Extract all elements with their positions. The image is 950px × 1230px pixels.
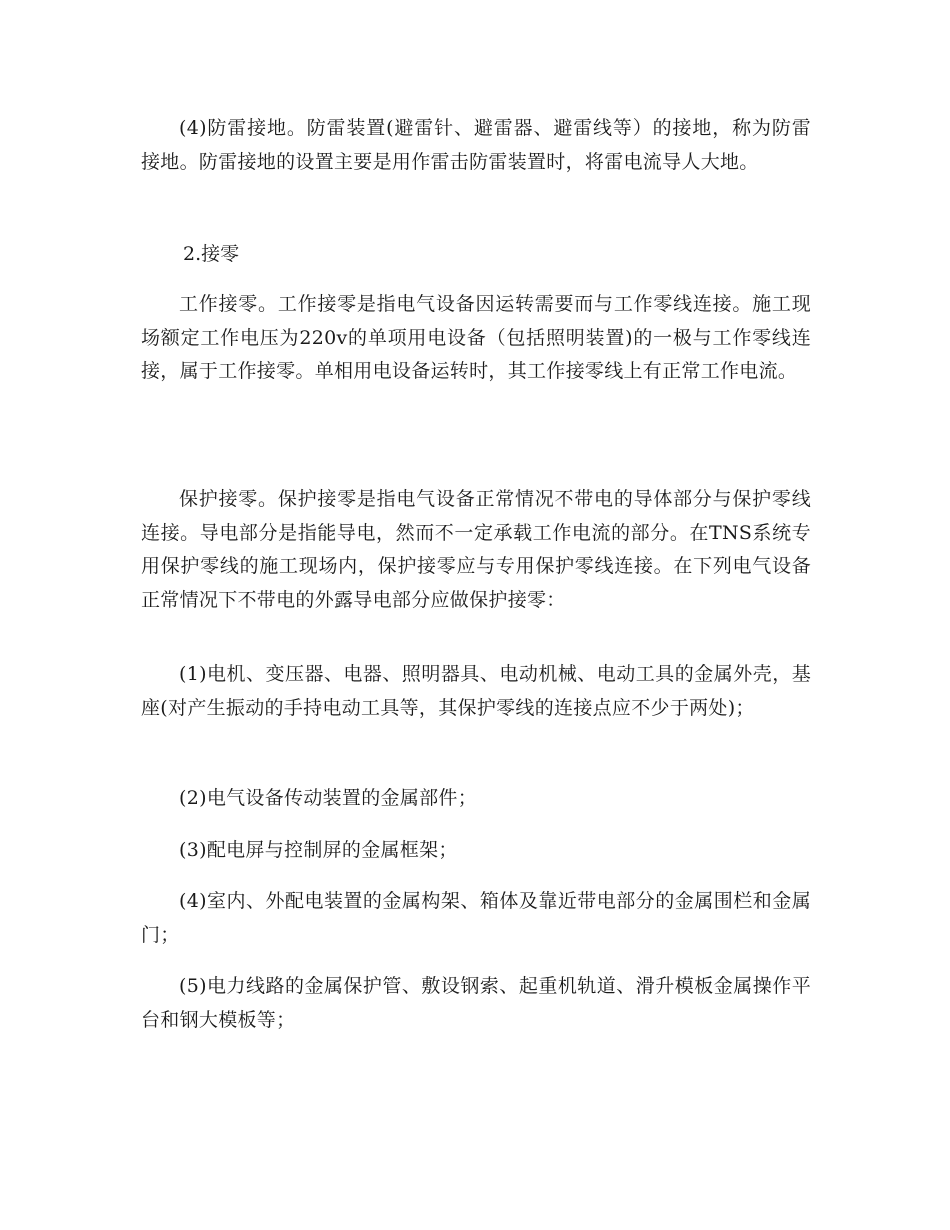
list-item-3: (3)配电屏与控制屏的金属框架； — [179, 839, 458, 861]
section-heading-neutral-connection: 2.接零 — [183, 243, 240, 265]
paragraph-working-neutral: 工作接零。工作接零是指电气设备因运转需要而与工作零线连接。施工现场额定工作电压为220v的单项用电设备（包括照明装置)的一极与工作零线连接，属于工作接零。单相用电设备运转时，其工作接零线上有正常工作电流。 — [141, 293, 811, 382]
list-item-2: (2)电气设备传动装置的金属部件； — [179, 787, 478, 809]
paragraph-lightning-grounding: (4)防雷接地。防雷装置(避雷针、避雷器、避雷线等）的接地，称为防雷接地。防雷接地的设置主要是用作雷击防雷装置时，将雷电流导人大地。 — [141, 117, 811, 173]
list-item-1: (1)电机、变压器、电器、照明器具、电动机械、电动工具的金属外壳，基座(对产生振动的手持电动工具等，其保护零线的连接点应不少于两处)； — [141, 663, 811, 719]
list-item-4: (4)室内、外配电装置的金属构架、箱体及靠近带电部分的金属围栏和金属门； — [141, 890, 811, 946]
list-item-5: (5)电力线路的金属保护管、敷设钢索、起重机轨道、滑升模板金属操作平台和钢大模板等； — [141, 975, 811, 1031]
paragraph-protective-neutral: 保护接零。保护接零是指电气设备正常情况不带电的导体部分与保护零线连接。导电部分是指能导电，然而不一定承载工作电流的部分。在TNS系统专用保护零线的施工现场内，保护接零应与专用保护零线连接。在下列电气设备正常情况下不带电的外露导电部分应做保护接零： — [141, 488, 811, 611]
